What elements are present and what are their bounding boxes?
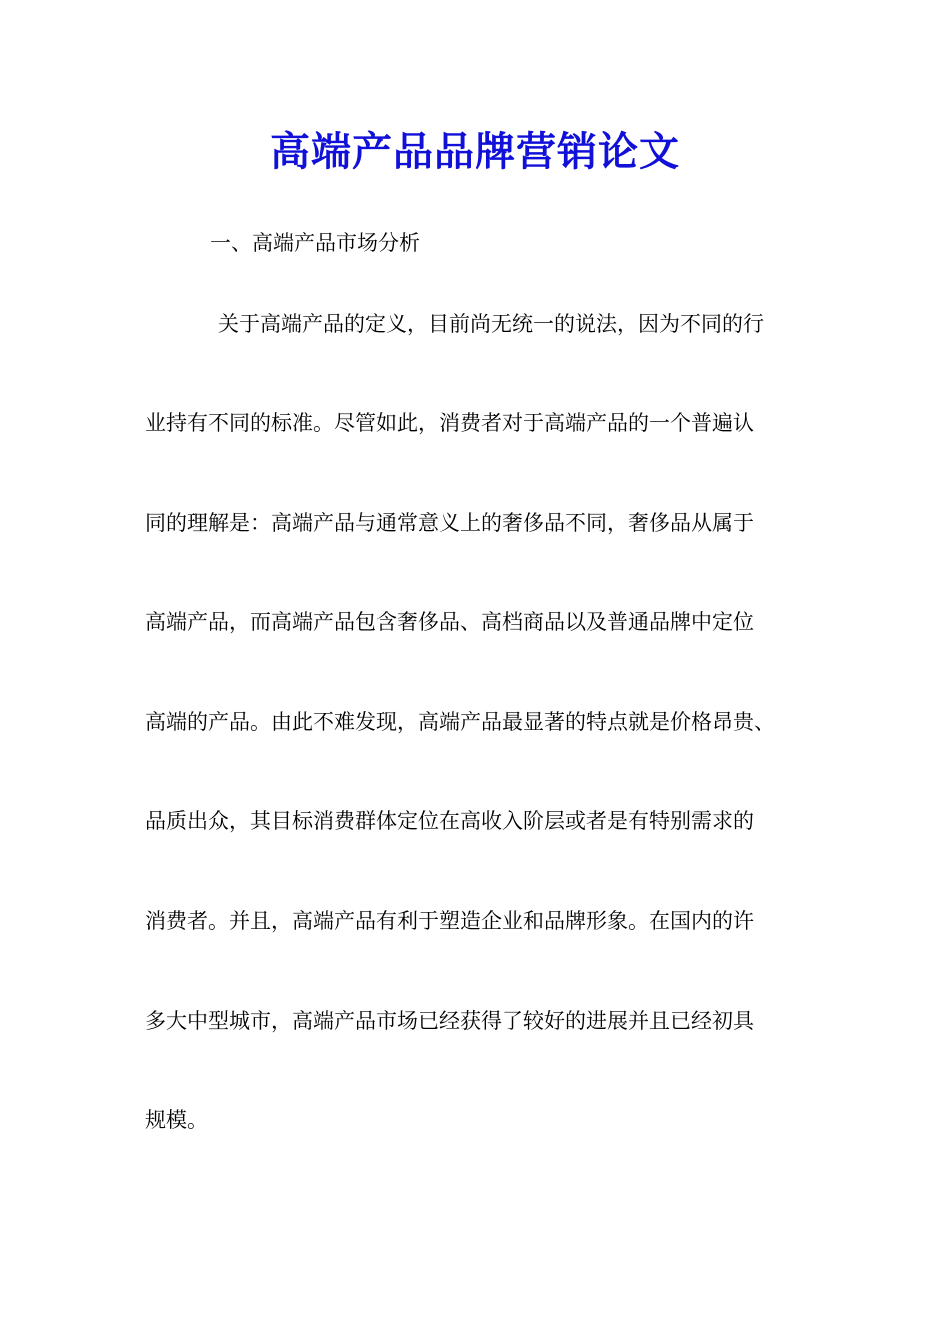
paragraph-line: 关于高端产品的定义，目前尚无统一的说法，因为不同的行 [218,312,764,336]
paragraph-line: 同的理解是：高端产品与通常意义上的奢侈品不同，奢侈品从属于 [145,511,754,535]
document-title: 高端产品品牌营销论文 [270,128,680,175]
paragraph-line: 品质出众，其目标消费群体定位在高收入阶层或者是有特别需求的 [145,809,754,833]
section-heading: 一、高端产品市场分析 [210,231,420,255]
paragraph-line: 业持有不同的标准。尽管如此，消费者对于高端产品的一个普遍认 [145,411,754,435]
paragraph-line: 高端的产品。由此不难发现，高端产品最显著的特点就是价格昂贵、 [145,710,775,734]
paragraph-line: 消费者。并且，高端产品有利于塑造企业和品牌形象。在国内的许 [145,909,754,933]
paragraph-line: 规模。 [145,1108,208,1132]
paragraph-line: 高端产品，而高端产品包含奢侈品、高档商品以及普通品牌中定位 [145,610,754,634]
paragraph-line: 多大中型城市，高端产品市场已经获得了较好的进展并且已经初具 [145,1009,754,1033]
